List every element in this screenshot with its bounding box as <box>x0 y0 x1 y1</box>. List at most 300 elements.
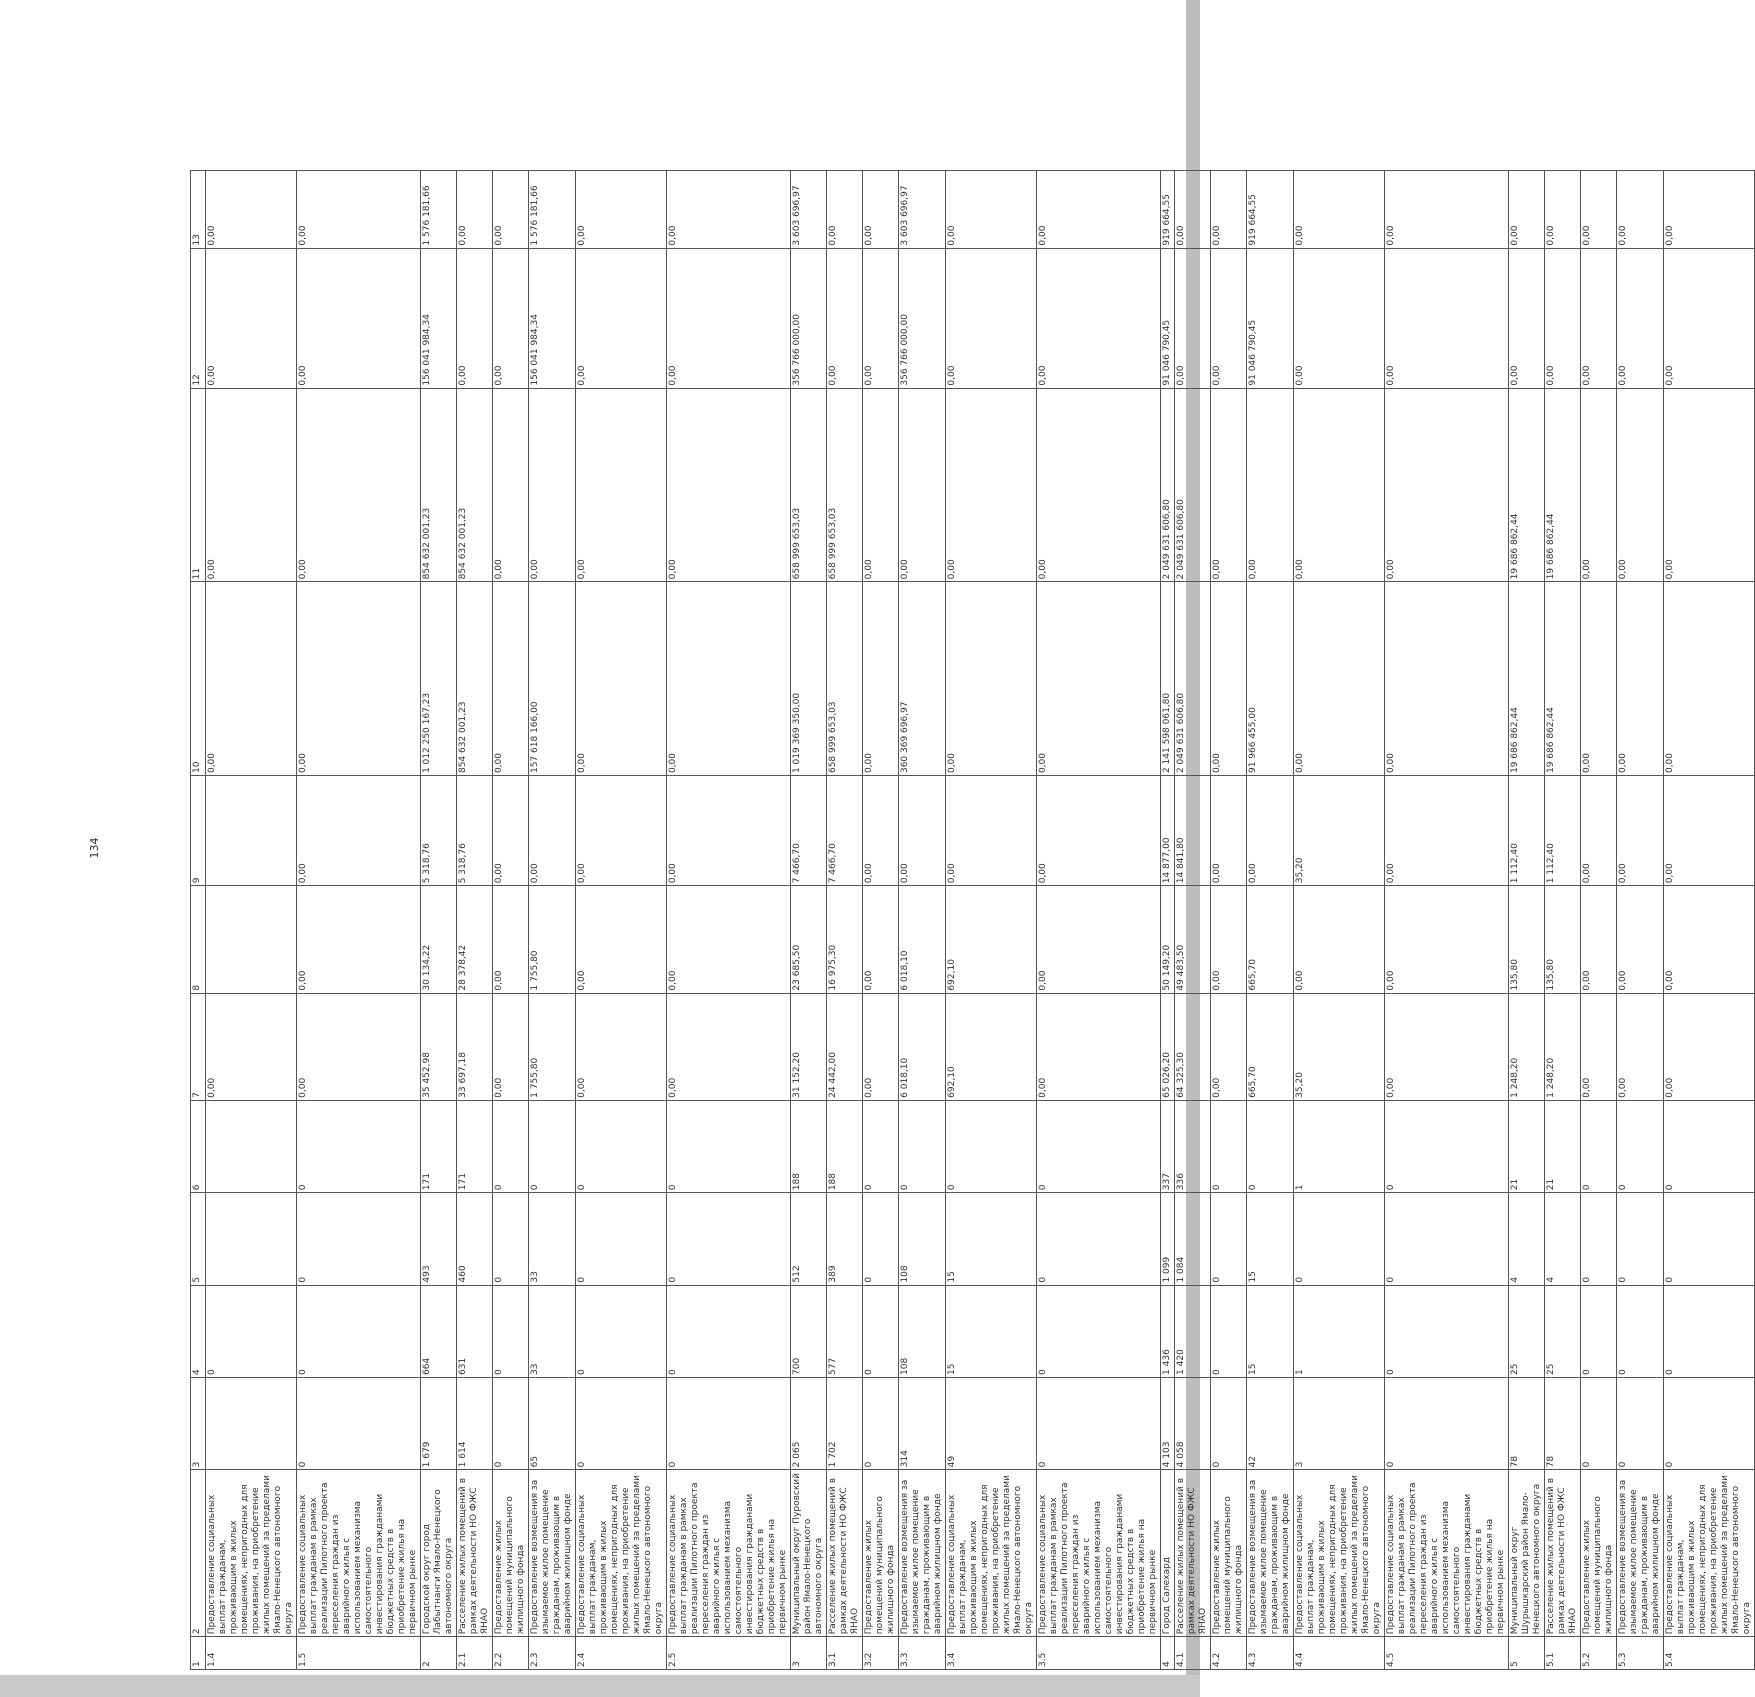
row-number-cell: 3.1 <box>827 1637 863 1670</box>
value-cell: 188 <box>827 1100 863 1192</box>
column-header-7: 7 <box>191 993 206 1100</box>
value-cell: 19 686 862,44 <box>1545 582 1581 776</box>
value-cell: 0,00 <box>1247 388 1294 582</box>
value-cell: 493 <box>421 1193 457 1285</box>
value-cell: 658 999 653,03 <box>827 582 863 776</box>
value-cell: 0,00 <box>493 993 529 1100</box>
value-cell: 0,00 <box>493 248 529 388</box>
value-cell: 0,00 <box>1294 248 1385 388</box>
value-cell: 33 697,18 <box>457 993 493 1100</box>
value-cell: 1 <box>1294 1285 1385 1377</box>
value-cell: 692,10 <box>946 993 1037 1100</box>
value-cell: 0 <box>1385 1193 1509 1285</box>
row-description-cell: Городской округ город Лабытнанги Ямало-Ненецкого автономного округа <box>421 1470 457 1637</box>
table-row <box>297 171 421 1670</box>
table-row <box>1581 171 1617 1670</box>
value-cell: 0,00 <box>1581 388 1617 582</box>
value-cell: 0,00 <box>1617 993 1664 1100</box>
value-cell: 0,00 <box>1545 248 1581 388</box>
value-cell: 0 <box>1664 1100 1755 1192</box>
value-cell: 0 <box>576 1285 667 1377</box>
value-cell: 0,00 <box>1664 582 1755 776</box>
value-cell: 0,00 <box>1294 886 1385 993</box>
value-cell: 0 <box>576 1193 667 1285</box>
value-cell: 0,00 <box>1385 171 1509 249</box>
value-cell: 512 <box>791 1193 827 1285</box>
row-number-cell: 4.3 <box>1247 1637 1294 1670</box>
column-header-11: 11 <box>191 388 206 582</box>
row-number-cell: 3.4 <box>946 1637 1037 1670</box>
value-cell: 1 <box>1294 1100 1385 1192</box>
value-cell: 91 046 790,45 <box>1161 248 1175 388</box>
value-cell: 64 325,30 <box>1175 993 1211 1100</box>
value-cell: 854 632 001,23 <box>457 582 493 776</box>
row-number-cell: 5.2 <box>1581 1637 1617 1670</box>
value-cell: 0,00 <box>667 582 791 776</box>
value-cell: 0 <box>297 1100 421 1192</box>
row-number-cell: 1.4 <box>206 1637 297 1670</box>
value-cell: 0,00 <box>946 582 1037 776</box>
value-cell: 0 <box>1211 1100 1247 1192</box>
value-cell: 0,00 <box>1211 886 1247 993</box>
value-cell: 91 046 790,45 <box>1247 248 1294 388</box>
value-cell: 0,00 <box>576 582 667 776</box>
value-cell: 0,00 <box>576 886 667 993</box>
value-cell: 658 999 653,03 <box>791 388 827 582</box>
value-cell: 0 <box>493 1193 529 1285</box>
value-cell: 21 <box>1509 1100 1545 1192</box>
row-description-cell: Предоставление жилых помещений муниципального жилищного фонда <box>1211 1470 1247 1637</box>
value-cell <box>206 886 297 993</box>
value-cell: 0,00 <box>297 886 421 993</box>
value-cell: 0,00 <box>667 248 791 388</box>
value-cell: 631 <box>457 1285 493 1377</box>
value-cell: 0 <box>1664 1285 1755 1377</box>
column-header-13: 13 <box>191 171 206 249</box>
row-number-cell: 4 <box>1161 1637 1175 1670</box>
value-cell: 1 112,40 <box>1545 776 1581 886</box>
value-cell: 0,00 <box>1581 582 1617 776</box>
value-cell: 0,00 <box>297 248 421 388</box>
value-cell: 0,00 <box>1211 248 1247 388</box>
table-row <box>1161 171 1175 1670</box>
value-cell: 6 018,10 <box>899 993 946 1100</box>
value-cell: 28 378,42 <box>457 886 493 993</box>
value-cell: 919 664,55 <box>1247 171 1294 249</box>
value-cell: 3 <box>1294 1377 1385 1469</box>
row-number-cell: 4.4 <box>1294 1637 1385 1670</box>
value-cell: 0,00 <box>297 582 421 776</box>
value-cell: 0,00 <box>863 248 899 388</box>
value-cell: 135,80 <box>1545 886 1581 993</box>
value-cell: 0 <box>1037 1377 1161 1469</box>
value-cell: 0,00 <box>1247 776 1294 886</box>
row-description-cell: Предоставление социальных выплат гражданам, проживающим в жилых помещениях, непригодных для проживания, на приобретение жилых помещений за пределами Ямало-Ненецкого автономного округа <box>206 1470 297 1637</box>
value-cell: 49 483,50 <box>1175 886 1211 993</box>
row-description-cell: Расселение жилых помещений в рамках деятельности НО ФЖС ЯНАО <box>1175 1470 1211 1637</box>
table-row <box>457 171 493 1670</box>
value-cell: 33 <box>529 1193 576 1285</box>
table-row <box>1247 171 1294 1670</box>
value-cell: 171 <box>421 1100 457 1192</box>
value-cell: 658 999 653,03 <box>827 388 863 582</box>
value-cell: 0,00 <box>493 388 529 582</box>
value-cell: 0 <box>899 1100 946 1192</box>
row-description-cell: Предоставление социальных выплат гражданам в рамках реализации Пилотного проекта переселения граждан из аварийного жилья с использованием механизма самостоятельного инвестирования гражданами бюджетных средств в приобретение жилья на первичном рынке <box>1385 1470 1509 1637</box>
column-header-4: 4 <box>191 1285 206 1377</box>
value-cell: 15 <box>1247 1285 1294 1377</box>
value-cell: 0,00 <box>206 993 297 1100</box>
value-cell: 33 <box>529 1285 576 1377</box>
row-description-cell: Предоставление возмещения за изымаемое жилое помещение гражданам, проживающим в аварийном жилищном фонде <box>899 1470 946 1637</box>
value-cell: 157 618 166,00 <box>529 582 576 776</box>
column-header-1: 1 <box>191 1637 206 1670</box>
value-cell: 0,00 <box>1664 171 1755 249</box>
value-cell: 0,00 <box>667 886 791 993</box>
value-cell: 35 452,98 <box>421 993 457 1100</box>
value-cell: 0,00 <box>1037 776 1161 886</box>
value-cell: 919 664,55 <box>1161 171 1175 249</box>
value-cell: 0,00 <box>1385 993 1509 1100</box>
value-cell: 0 <box>576 1377 667 1469</box>
value-cell: 692,10 <box>946 886 1037 993</box>
value-cell: 0,00 <box>529 388 576 582</box>
value-cell: 78 <box>1545 1377 1581 1469</box>
value-cell: 7 466,70 <box>791 776 827 886</box>
value-cell: 0,00 <box>457 171 493 249</box>
value-cell: 0,00 <box>1617 171 1664 249</box>
row-number-cell: 3.3 <box>899 1637 946 1670</box>
value-cell: 35,20 <box>1294 776 1385 886</box>
row-description-cell: Предоставление социальных выплат гражданам, проживающим в жилых помещениях, непригодных для проживания, на приобретение жилых помещений за пределами Ямало-Ненецкого автономного округа <box>1664 1470 1755 1637</box>
value-cell: 0,00 <box>899 388 946 582</box>
value-cell: 2 049 631 606,80 <box>1161 388 1175 582</box>
value-cell: 0,00 <box>1385 388 1509 582</box>
column-header-6: 6 <box>191 1100 206 1192</box>
value-cell: 0 <box>667 1193 791 1285</box>
value-cell: 0 <box>529 1100 576 1192</box>
value-cell: 0,00 <box>206 171 297 249</box>
table-row <box>791 171 827 1670</box>
value-cell: 0,00 <box>297 993 421 1100</box>
value-cell: 0,00 <box>576 388 667 582</box>
row-description-cell: Предоставление жилых помещений муниципального жилищного фонда <box>493 1470 529 1637</box>
value-cell: 0 <box>1581 1285 1617 1377</box>
table-row <box>1509 171 1545 1670</box>
value-cell: 0,00 <box>667 171 791 249</box>
value-cell: 0,00 <box>1211 582 1247 776</box>
table-row <box>1664 171 1755 1670</box>
value-cell: 1 420 <box>1175 1285 1211 1377</box>
value-cell: 0 <box>1037 1285 1161 1377</box>
value-cell: 1 084 <box>1175 1193 1211 1285</box>
value-cell: 35,20 <box>1294 993 1385 1100</box>
value-cell: 0 <box>297 1377 421 1469</box>
value-cell: 0 <box>1581 1100 1617 1192</box>
value-cell: 0 <box>1617 1377 1664 1469</box>
table-row <box>529 171 576 1670</box>
value-cell: 15 <box>1247 1193 1294 1285</box>
value-cell: 0 <box>576 1100 667 1192</box>
row-description-cell: Предоставление возмещения за изымаемое жилое помещение гражданам, проживающим в аварийном жилищном фонде <box>1617 1470 1664 1637</box>
table-row <box>863 171 899 1670</box>
value-cell: 0 <box>1211 1285 1247 1377</box>
value-cell: 108 <box>899 1193 946 1285</box>
value-cell: 91 966 455,00 <box>1247 582 1294 776</box>
value-cell: 0 <box>1664 1377 1755 1469</box>
value-cell: 0 <box>863 1377 899 1469</box>
value-cell: 0,00 <box>529 776 576 886</box>
row-number-cell: 2.2 <box>493 1637 529 1670</box>
value-cell: 1 012 250 167,23 <box>421 582 457 776</box>
value-cell: 7 466,70 <box>827 776 863 886</box>
value-cell: 171 <box>457 1100 493 1192</box>
value-cell <box>206 1377 297 1469</box>
value-cell: 0,00 <box>863 582 899 776</box>
value-cell: 1 755,80 <box>529 993 576 1100</box>
value-cell: 5 318,76 <box>421 776 457 886</box>
value-cell: 854 632 001,23 <box>421 388 457 582</box>
value-cell: 0,00 <box>827 248 863 388</box>
value-cell: 0,00 <box>946 776 1037 886</box>
value-cell: 0,00 <box>1509 171 1545 249</box>
value-cell: 0,00 <box>1581 171 1617 249</box>
table-header-row <box>191 171 206 1670</box>
row-number-cell: 4.5 <box>1385 1637 1509 1670</box>
table-body <box>206 171 1755 1670</box>
table-row <box>493 171 529 1670</box>
value-cell: 0,00 <box>297 171 421 249</box>
row-number-cell: 2.3 <box>529 1637 576 1670</box>
row-number-cell: 3.5 <box>1037 1637 1161 1670</box>
value-cell: 0,00 <box>1211 776 1247 886</box>
value-cell: 19 686 862,44 <box>1509 388 1545 582</box>
value-cell: 0,00 <box>576 993 667 1100</box>
value-cell: 0 <box>863 1193 899 1285</box>
value-cell: 460 <box>457 1193 493 1285</box>
value-cell: 1 614 <box>457 1377 493 1469</box>
value-cell: 0,00 <box>863 776 899 886</box>
value-cell: 0,00 <box>493 171 529 249</box>
value-cell: 577 <box>827 1285 863 1377</box>
value-cell: 0,00 <box>1037 171 1161 249</box>
row-description-cell: Предоставление социальных выплат гражданам в рамках реализации Пилотного проекта переселения граждан из аварийного жилья с использованием механизма самостоятельного инвестирования гражданами бюджетных средств в приобретение жилья на первичном рынке <box>1037 1470 1161 1637</box>
value-cell: 1 112,40 <box>1509 776 1545 886</box>
value-cell: 0,00 <box>1294 388 1385 582</box>
value-cell: 0,00 <box>206 388 297 582</box>
value-cell: 1 436 <box>1161 1285 1175 1377</box>
value-cell: 31 152,20 <box>791 993 827 1100</box>
value-cell: 1 679 <box>421 1377 457 1469</box>
value-cell: 0,00 <box>457 248 493 388</box>
column-header-8: 8 <box>191 886 206 993</box>
value-cell: 0,00 <box>493 582 529 776</box>
table-row <box>1545 171 1581 1670</box>
value-cell: 0,00 <box>1175 171 1211 249</box>
value-cell: 0,00 <box>863 388 899 582</box>
value-cell: 188 <box>791 1100 827 1192</box>
value-cell: 0 <box>1211 1193 1247 1285</box>
value-cell: 0,00 <box>1545 171 1581 249</box>
value-cell: 0,00 <box>1211 388 1247 582</box>
value-cell: 0 <box>667 1377 791 1469</box>
value-cell: 0 <box>667 1285 791 1377</box>
row-number-cell: 5.3 <box>1617 1637 1664 1670</box>
value-cell: 0,00 <box>667 776 791 886</box>
row-number-cell: 2.5 <box>667 1637 791 1670</box>
value-cell: 0,00 <box>667 388 791 582</box>
value-cell: 0,00 <box>1037 582 1161 776</box>
value-cell: 0,00 <box>576 171 667 249</box>
value-cell: 0 <box>1247 1100 1294 1192</box>
value-cell: 30 134,22 <box>421 886 457 993</box>
row-number-cell: 5.4 <box>1664 1637 1755 1670</box>
value-cell: 0 <box>1664 1193 1755 1285</box>
value-cell: 0 <box>1037 1100 1161 1192</box>
value-cell: 314 <box>899 1377 946 1469</box>
value-cell: 0 <box>1385 1285 1509 1377</box>
value-cell: 5 318,76 <box>457 776 493 886</box>
row-number-cell: 4.1 <box>1175 1637 1211 1670</box>
value-cell: 135,80 <box>1509 886 1545 993</box>
column-header-5: 5 <box>191 1193 206 1285</box>
value-cell: 356 766 000,00 <box>791 248 827 388</box>
value-cell: 14 877,00 <box>1161 776 1175 886</box>
value-cell: 0,00 <box>297 776 421 886</box>
value-cell: 0,00 <box>1617 886 1664 993</box>
row-description-cell: Расселение жилых помещений в рамках деятельности НО ФЖС ЯНАО <box>1545 1470 1581 1637</box>
row-number-cell: 5 <box>1509 1637 1545 1670</box>
value-cell: 49 <box>946 1377 1037 1469</box>
value-cell: 0 <box>863 1285 899 1377</box>
value-cell: 0,00 <box>1385 582 1509 776</box>
value-cell: 0 <box>1385 1100 1509 1192</box>
value-cell: 24 442,00 <box>827 993 863 1100</box>
value-cell: 0,00 <box>1617 776 1664 886</box>
value-cell: 1 755,80 <box>529 886 576 993</box>
value-cell: 4 103 <box>1161 1377 1175 1469</box>
value-cell: 0 <box>206 1285 297 1377</box>
value-cell: 15 <box>946 1193 1037 1285</box>
value-cell: 0 <box>667 1100 791 1192</box>
value-cell: 389 <box>827 1193 863 1285</box>
value-cell: 19 686 862,44 <box>1509 582 1545 776</box>
value-cell <box>206 1100 297 1192</box>
table-row <box>946 171 1037 1670</box>
value-cell: 0,00 <box>1037 248 1161 388</box>
value-cell: 0,00 <box>1581 776 1617 886</box>
row-description-cell: Предоставление жилых помещений муниципального жилищного фонда <box>863 1470 899 1637</box>
value-cell: 4 <box>1545 1193 1581 1285</box>
value-cell: 0 <box>297 1285 421 1377</box>
value-cell: 0,00 <box>1385 886 1509 993</box>
value-cell: 0,00 <box>206 248 297 388</box>
value-cell: 0 <box>1385 1377 1509 1469</box>
value-cell: 156 041 984,34 <box>529 248 576 388</box>
value-cell: 3 603 696,97 <box>791 171 827 249</box>
value-cell: 0 <box>1617 1193 1664 1285</box>
value-cell: 0 <box>1581 1377 1617 1469</box>
table-row <box>827 171 863 1670</box>
table-row <box>1385 171 1509 1670</box>
page-number: 134 <box>88 837 101 859</box>
value-cell: 0 <box>1617 1100 1664 1192</box>
data-table <box>190 170 1755 1670</box>
row-number-cell: 2.1 <box>457 1637 493 1670</box>
value-cell: 664 <box>421 1285 457 1377</box>
row-description-cell: Расселение жилых помещений в рамках деятельности НО ФЖС ЯНАО <box>827 1470 863 1637</box>
row-number-cell: 3.2 <box>863 1637 899 1670</box>
value-cell: 2 049 631 606,80 <box>1175 388 1211 582</box>
value-cell: 0,00 <box>667 993 791 1100</box>
value-cell: 6 018,10 <box>899 886 946 993</box>
row-description-cell: Предоставление социальных выплат гражданам в рамках реализации Пилотного проекта переселения граждан из аварийного жилья с использованием механизма самостоятельного инвестирования гражданами бюджетных средств в приобретение жилья на первичном рынке <box>297 1470 421 1637</box>
row-description-cell: Предоставление социальных выплат гражданам, проживающим в жилых помещениях, непригодных для проживания, на приобретение жилых помещений за пределами Ямало-Ненецкого автономного округа <box>946 1470 1037 1637</box>
value-cell: 0,00 <box>1037 886 1161 993</box>
value-cell: 0,00 <box>946 388 1037 582</box>
value-cell: 0,00 <box>1617 388 1664 582</box>
value-cell: 0,00 <box>1385 776 1509 886</box>
value-cell: 23 685,50 <box>791 886 827 993</box>
value-cell: 665,70 <box>1247 993 1294 1100</box>
value-cell <box>206 776 297 886</box>
value-cell: 0 <box>493 1377 529 1469</box>
table-row <box>576 171 667 1670</box>
row-description-cell: Расселение жилых помещений в рамках деятельности НО ФЖС ЯНАО <box>457 1470 493 1637</box>
value-cell: 0,00 <box>1664 388 1755 582</box>
value-cell: 337 <box>1161 1100 1175 1192</box>
value-cell: 1 576 181,66 <box>421 171 457 249</box>
scan-bottom-strip <box>0 1675 1200 1697</box>
value-cell: 0,00 <box>1509 248 1545 388</box>
value-cell: 0 <box>1581 1193 1617 1285</box>
value-cell: 0,00 <box>206 582 297 776</box>
column-header-3: 3 <box>191 1377 206 1469</box>
value-cell: 1 702 <box>827 1377 863 1469</box>
value-cell: 0,00 <box>1581 886 1617 993</box>
row-description-cell: Предоставление возмещения за изымаемое жилое помещение гражданам, проживающим в аварийном жилищном фонде <box>1247 1470 1294 1637</box>
value-cell: 108 <box>899 1285 946 1377</box>
table-row <box>1294 171 1385 1670</box>
row-description-cell: Предоставление социальных выплат гражданам, проживающим в жилых помещениях, непригодных для проживания, на приобретение жилых помещений за пределами Ямало-Ненецкого автономного округа <box>576 1470 667 1637</box>
value-cell: 0 <box>1617 1285 1664 1377</box>
value-cell: 0,00 <box>899 776 946 886</box>
table-row <box>1175 171 1211 1670</box>
value-cell: 0 <box>946 1100 1037 1192</box>
row-number-cell: 3 <box>791 1637 827 1670</box>
value-cell: 0,00 <box>1294 582 1385 776</box>
value-cell: 0,00 <box>493 886 529 993</box>
value-cell: 0,00 <box>1385 248 1509 388</box>
value-cell: 0,00 <box>1211 171 1247 249</box>
value-cell: 3 603 696,97 <box>899 171 946 249</box>
value-cell: 0,00 <box>1617 582 1664 776</box>
value-cell: 0,00 <box>946 171 1037 249</box>
row-description-cell: Город Салехард <box>1161 1470 1175 1637</box>
value-cell: 0,00 <box>827 171 863 249</box>
value-cell: 0 <box>493 1285 529 1377</box>
value-cell: 0 <box>863 1100 899 1192</box>
column-header-12: 12 <box>191 248 206 388</box>
table-row <box>1211 171 1247 1670</box>
value-cell: 0,00 <box>1581 248 1617 388</box>
value-cell: 78 <box>1509 1377 1545 1469</box>
value-cell: 0,00 <box>863 993 899 1100</box>
value-cell: 1 576 181,66 <box>529 171 576 249</box>
value-cell: 21 <box>1545 1100 1581 1192</box>
value-cell: 16 975,30 <box>827 886 863 993</box>
value-cell: 0,00 <box>493 776 529 886</box>
